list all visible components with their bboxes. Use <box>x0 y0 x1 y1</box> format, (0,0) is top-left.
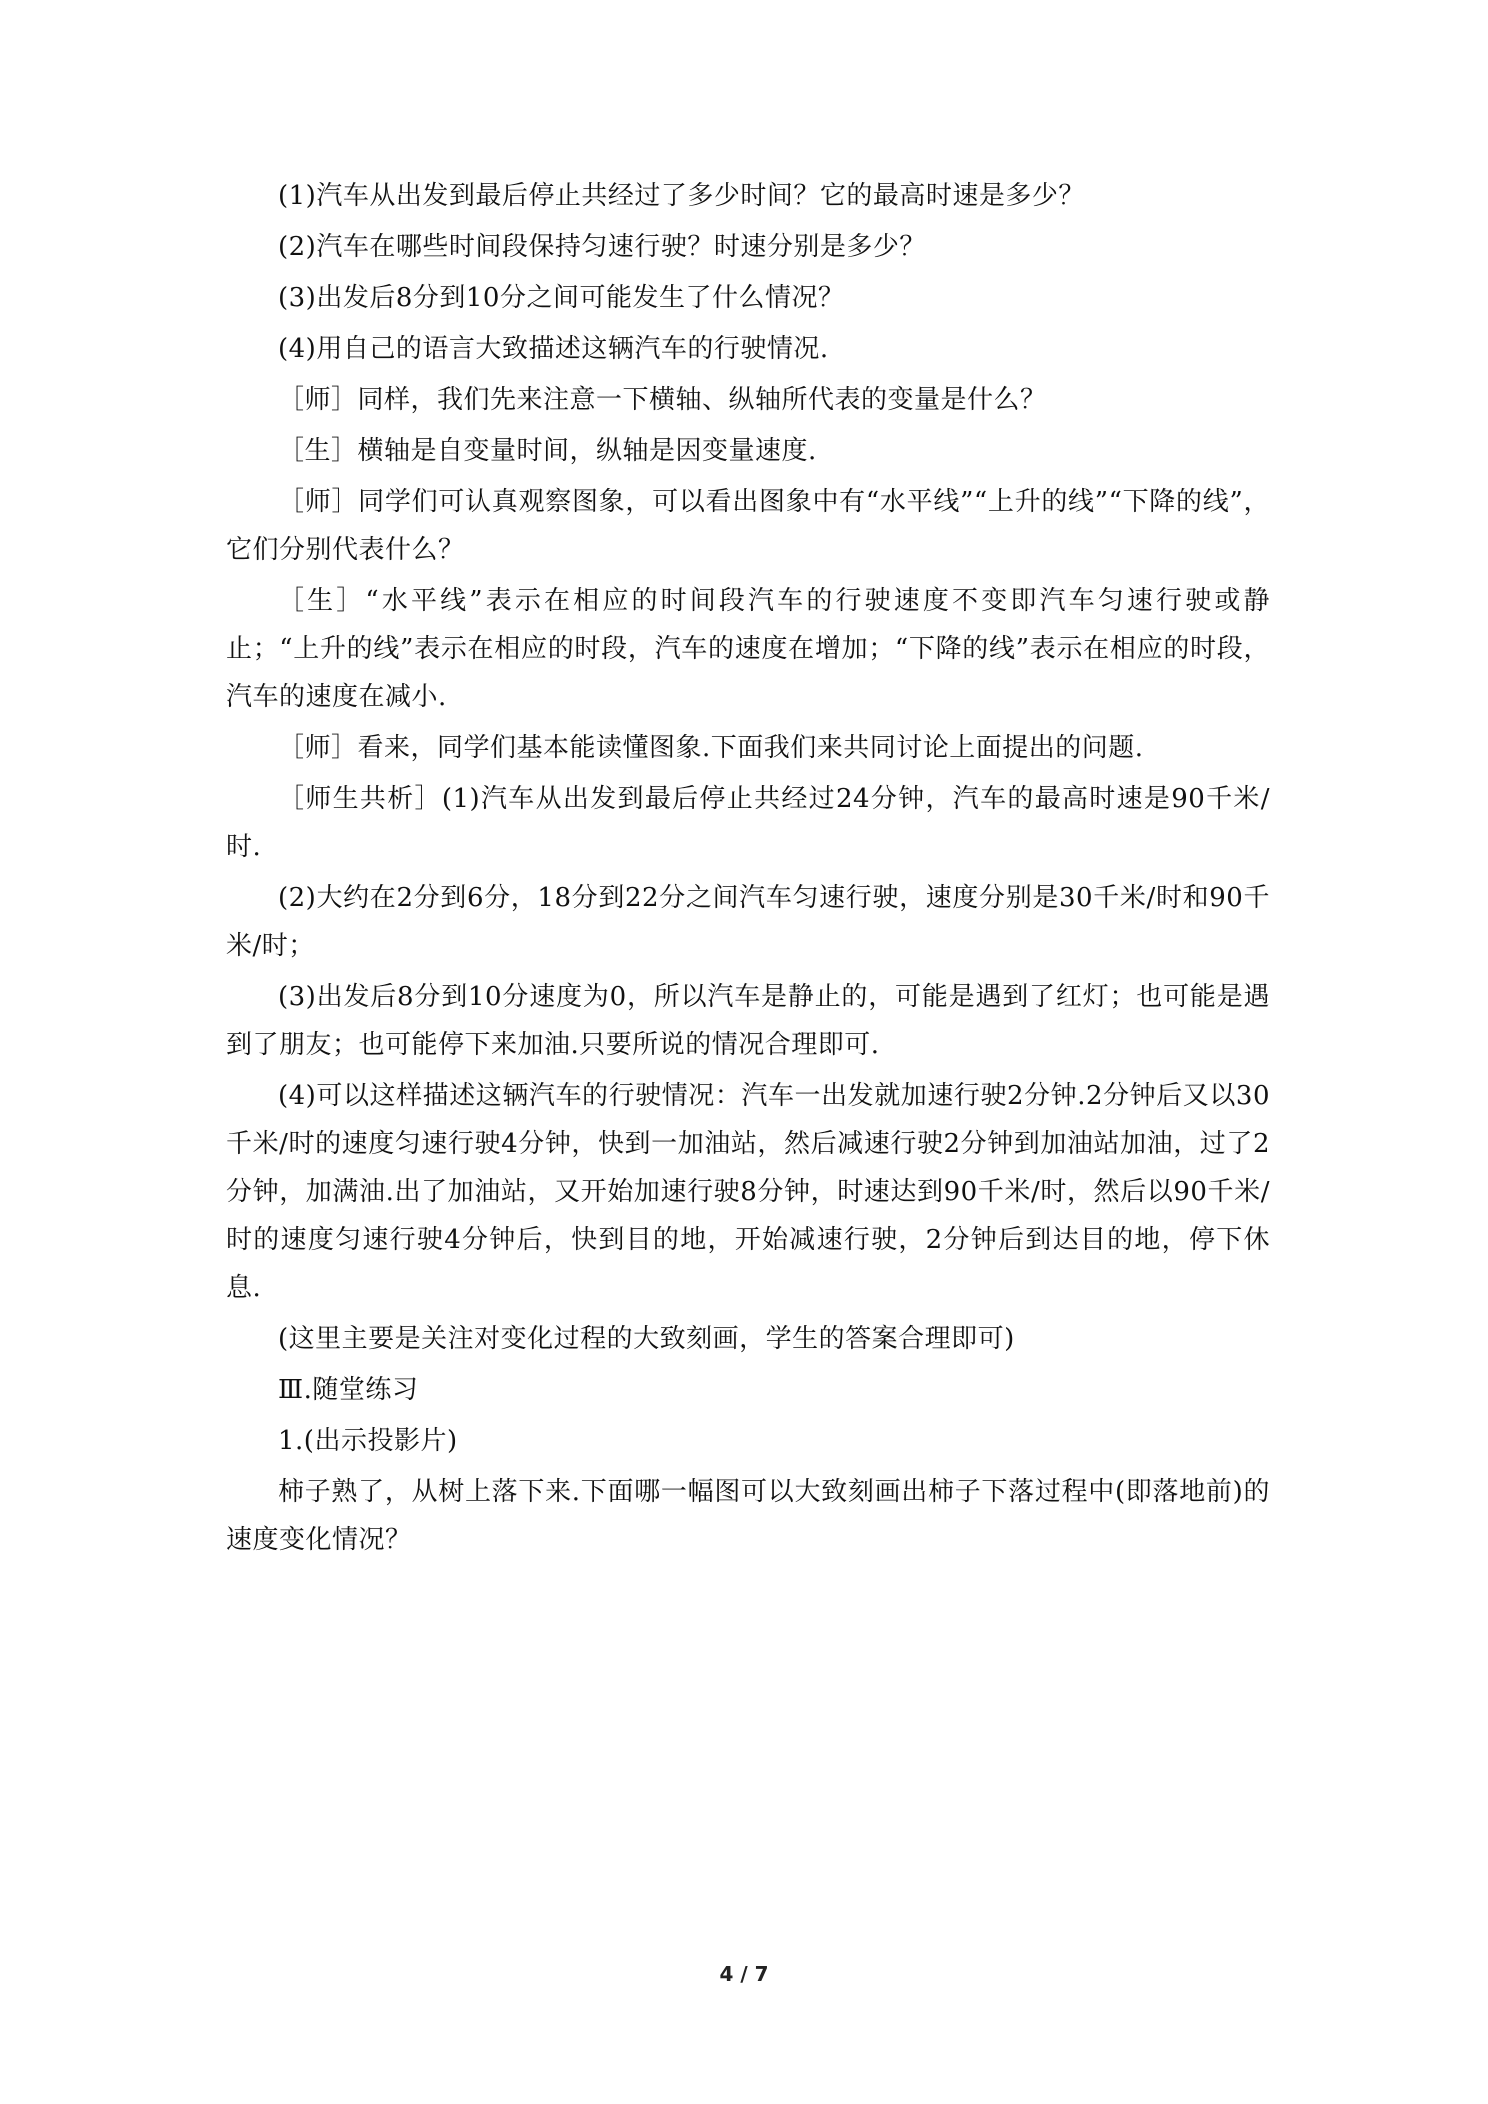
question-4: (4)用自己的语言大致描述这辆汽车的行驶情况. <box>278 334 829 364</box>
exercise-question: 柿子熟了，从树上落下来.下面哪一幅图可以大致刻画出柿子下落过程中(即落地前)的速度变化情况？ <box>226 1477 1270 1555</box>
student-line-2: ［生］“水平线”表示在相应的时间段汽车的行驶速度不变即汽车匀速行驶或静止；“上升的线”表示在相应的时段，汽车的速度在增加；“下降的线”表示在相应的时段，汽车的速度在减小. <box>226 586 1270 712</box>
teacher-line-2: ［师］同学们可认真观察图象，可以看出图象中有“水平线”“上升的线”“下降的线”，它们分别代表什么？ <box>226 487 1270 565</box>
student-line-1: ［生］横轴是自变量时间，纵轴是因变量速度. <box>278 436 817 466</box>
question-3: (3)出发后8分到10分之间可能发生了什么情况？ <box>278 283 845 313</box>
joint-analysis-4: (4)可以这样描述这辆汽车的行驶情况：汽车一出发就加速行驶2分钟.2分钟后又以30千米/时的速度匀速行驶4分钟，快到一加油站，然后减速行驶2分钟到加油站加油，过了2分钟，加满油.出了加油站，又开始加速行驶8分钟，时速达到90千米/时，然后以90千米/时的速度匀速行驶4分钟后，快到目的地，开始减速行驶，2分钟后到达目的地，停下休息. <box>226 1081 1270 1303</box>
exercise-number: 1.(出示投影片) <box>278 1426 458 1456</box>
teacher-line-3: ［师］看来，同学们基本能读懂图象.下面我们来共同讨论上面提出的问题. <box>278 733 1144 763</box>
teacher-line-1: ［师］同样，我们先来注意一下横轴、纵轴所代表的变量是什么？ <box>278 385 1047 415</box>
joint-analysis-1: ［师生共析］(1)汽车从出发到最后停止共经过24分钟，汽车的最高时速是90千米/时. <box>226 784 1270 862</box>
question-1: (1)汽车从出发到最后停止共经过了多少时间？它的最高时速是多少？ <box>278 181 1085 211</box>
joint-analysis-2: (2)大约在2分到6分，18分到22分之间汽车匀速行驶，速度分别是30千米/时和90千米/时； <box>226 883 1270 961</box>
section-heading: Ⅲ.随堂练习 <box>278 1375 419 1405</box>
page-number: 4 / 7 <box>719 1962 769 1986</box>
note-paragraph: (这里主要是关注对变化过程的大致刻画，学生的答案合理即可) <box>278 1324 1015 1354</box>
question-2: (2)汽车在哪些时间段保持匀速行驶？时速分别是多少？ <box>278 232 926 262</box>
joint-analysis-3: (3)出发后8分到10分速度为0，所以汽车是静止的，可能是遇到了红灯；也可能是遇到了朋友；也可能停下来加油.只要所说的情况合理即可. <box>226 982 1270 1060</box>
document-body <box>226 172 1270 1567</box>
